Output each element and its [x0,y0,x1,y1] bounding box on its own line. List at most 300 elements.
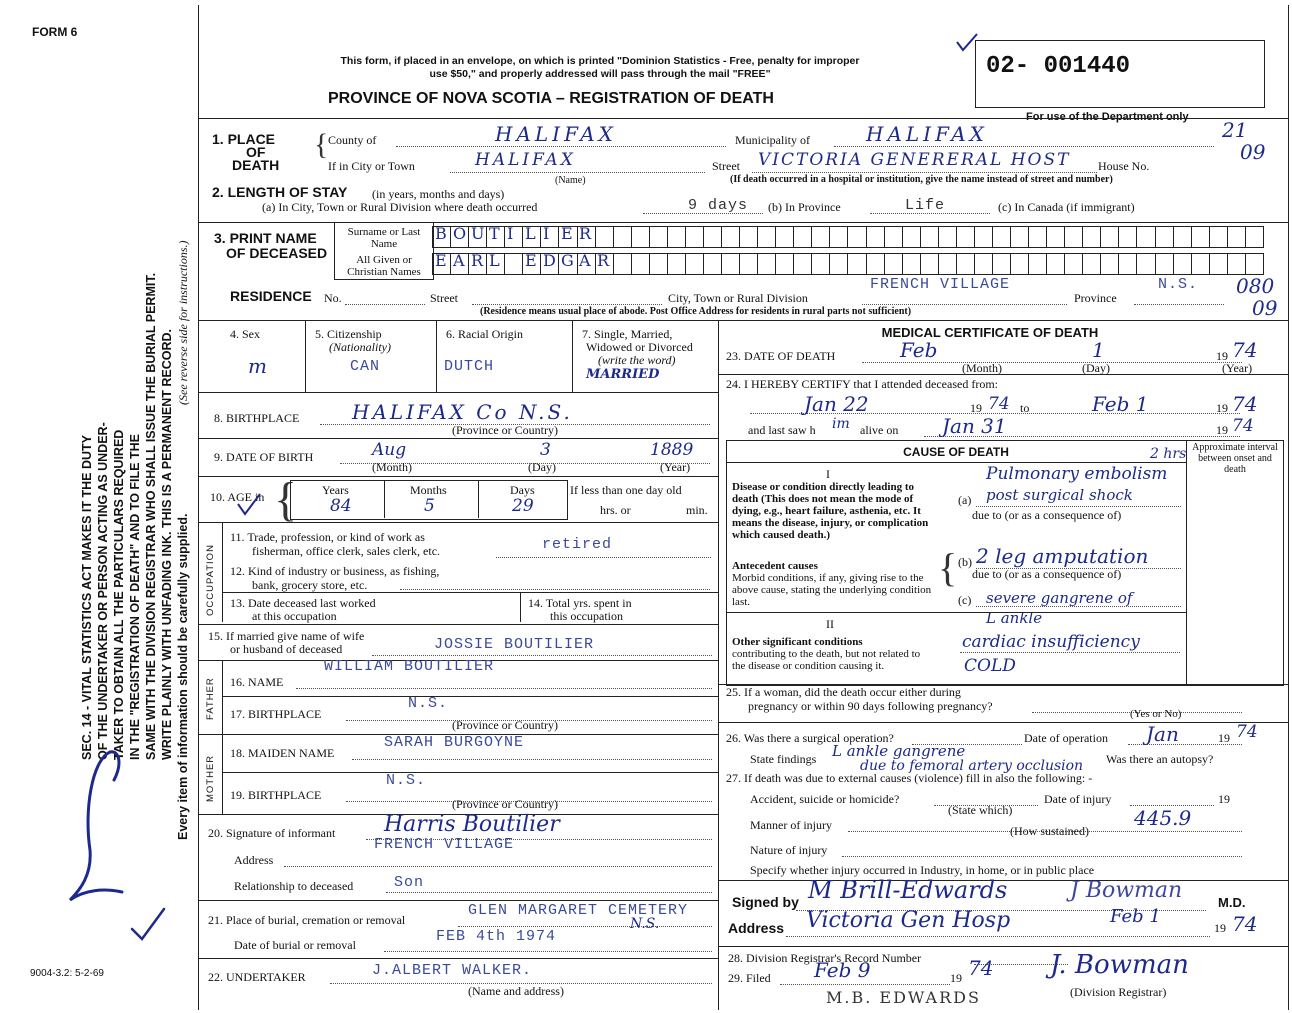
name-cell [1065,254,1083,274]
attended-to-label: to [1020,401,1030,415]
name-cell [505,254,523,274]
name-letter: R [597,251,610,270]
pregnancy-label-2: pregnancy or within 90 days following pregnancy? [748,699,993,713]
middle-divider [718,320,719,1010]
name-cell [740,227,758,247]
age-label: 10. AGE in [210,490,265,504]
racial-origin-value: DUTCH [444,358,495,375]
margin-initial-mark [62,740,142,920]
injury-year-prefix: 19 [1218,792,1230,806]
name-cell [957,227,975,247]
name-cell [1246,227,1263,247]
undertaker-note: (Name and address) [468,984,564,998]
trade-label-2: fisherman, office clerk, sales clerk, etc. [252,544,441,558]
due-to-label-1: due to (or as a consequence of) [972,508,1122,522]
name-cell [776,227,794,247]
total-years-label: 14. Total yrs. spent in [528,596,632,610]
due-to-label-2: due to (or as a consequence of) [972,567,1122,581]
residence-province-value: N.S. [1158,276,1199,293]
residence-label: RESIDENCE [230,288,312,304]
municipality-label: Municipality of [735,133,810,147]
age-days-label: Days [510,483,535,497]
row-line [198,392,718,393]
birth-day-note: (Day) [528,460,556,474]
industry-label: 12. Kind of industry or business, as fishing, [230,564,440,578]
last-saw-handwritten: im [832,416,850,432]
attended-from-year-prefix: 19 [970,401,982,415]
name-cell [758,254,776,274]
name-cell [1174,227,1192,247]
burial-place-value: GLEN MARGARET CEMETERY [468,902,689,919]
occupation-vertical-label: OCCUPATION [205,544,216,616]
sex-value: m [248,354,267,378]
print-name-label: 3. PRINT NAME [214,230,317,246]
name-cell [596,227,614,247]
informant-address-value: FRENCH VILLAGE [374,836,515,853]
registration-number: 02- 001440 [986,53,1131,80]
dotted-line [1134,304,1224,305]
father-name-value: WILLIAM BOUTILIER [324,658,495,675]
name-letter: U [471,224,485,243]
postal-note-line-1: This form, if placed in an envelope, on which is printed "Dominion Statistics - Free, penalty for improper [340,55,860,67]
death-day-value: 1 [1092,338,1105,362]
house-number-label: House No. [1098,159,1150,173]
name-cell [939,227,957,247]
pregnancy-label: 25. If a woman, did the death occur either during [726,685,961,699]
birthplace-value: HALIFAX Co N.S. [352,400,573,424]
spouse-label: 15. If married give name of wife [208,629,365,643]
antecedent-text: Morbid conditions, if any, giving rise to the above cause, stating the underlying condition last. [732,572,932,608]
spouse-label-2: or husband of deceased [230,642,343,656]
brace: { [938,545,958,590]
name-cell [1228,227,1246,247]
death-month-note: (Month) [962,361,1002,375]
how-sustained-note: (How sustained) [1010,824,1089,838]
birth-month-note: (Month) [372,460,412,474]
name-cell [1246,254,1263,274]
name-cell [758,227,776,247]
row-line [198,320,1288,321]
dotted-line [345,304,425,305]
trade-label: 11. Trade, profession, or kind of work as [230,530,425,544]
attended-to-year-prefix: 19 [1216,401,1228,415]
other-condition-2: COLD [964,656,1016,676]
hospital-note: (If death occurred in a hospital or institution, give the name instead of street and number) [730,174,1113,185]
registrar-note: (Division Registrar) [1070,985,1167,999]
dotted-line [862,362,1242,363]
state-which-note: (State which) [948,803,1013,817]
dotted-line [296,688,712,689]
attendance-label: 24. I HEREBY CERTIFY that I attended deceased from: [726,377,998,391]
stay-canada-label: (c) In Canada (if immigrant) [998,200,1135,214]
sidebar-reverse-note: (See reverse side for instructions.) [176,240,190,405]
residence-city-label: City, Town or Rural Division [668,291,808,305]
row-line [198,958,718,959]
filed-year: 74 [968,956,994,980]
date-of-death-label: 23. DATE OF DEATH [726,349,836,363]
place-of-death-label-3: DEATH [232,157,280,173]
filed-year-prefix: 19 [950,971,962,985]
dotted-line [458,926,712,927]
death-day-note: (Day) [1082,361,1110,375]
name-cell [1047,227,1065,247]
citizenship-value: CAN [350,358,381,375]
name-cell [812,227,830,247]
name-cell [650,254,668,274]
name-cell [650,227,668,247]
name-cell [921,227,939,247]
name-letter: R [471,251,484,270]
burial-date-label: Date of burial or removal [234,938,356,952]
informant-address-label: Address [234,853,274,867]
sidebar-line-2: OF THE UNDERTAKER OR PERSON ACTING AS UNDER- [96,422,110,760]
father-vertical-label: FATHER [205,677,216,720]
disease-label: Disease or condition directly leading to death (This does not mean the mode of dying, e.g., heart failure, asthenia, etc. It means the disease, injury, or complication which caused death.) [732,481,929,541]
row-line [222,696,718,697]
marital-status-label-3: (write the word) [598,353,676,367]
residence-number-label: No. [324,291,342,305]
operation-year-value: 74 [1236,722,1258,742]
age-months-label: Months [410,483,447,497]
name-cell [1083,227,1101,247]
name-letter: I [507,224,514,243]
last-worked-label-2: at this occupation [252,609,337,623]
name-cell [1029,254,1047,274]
col-line [478,480,479,518]
alive-year: 74 [1232,416,1254,436]
row-line [718,374,1288,375]
other-conditions-text: contributing to the death, but not related to the disease or condition causing it. [732,648,921,672]
surname-cells [432,226,1264,248]
last-saw-label: and last saw h [748,423,816,437]
dotted-line [842,856,1242,857]
age-months-value: 5 [424,496,435,516]
citizenship-label: 5. Citizenship [315,327,382,341]
name-cell [1119,254,1137,274]
name-cell [975,227,993,247]
minutes-label: min. [686,503,708,517]
name-cell [794,254,812,274]
dotted-line [386,892,712,893]
dotted-line [976,506,1181,507]
less-than-day-label: If less than one day old [570,483,682,497]
name-cell [830,227,848,247]
industry-label-2: bank, grocery store, etc. [252,578,368,592]
name-letter: R [579,224,592,243]
name-letter: D [543,251,556,270]
name-cell [1192,254,1210,274]
name-cell [794,227,812,247]
informant-signature-label: 20. Signature of informant [208,826,336,840]
row-line [198,522,718,523]
citizenship-label-2: (Nationality) [329,340,391,354]
sidebar-line-5: SAME WITH THE DIVISION REGISTRAR WHO SHALL ISSUE THE BURIAL PERMIT. [144,272,158,760]
stay-province-label: (b) In Province [768,200,841,214]
autopsy-label: Was there an autopsy? [1106,752,1214,766]
margin-code-b1: 080 [1236,274,1275,298]
name-cell [1156,254,1174,274]
name-cell [1137,227,1155,247]
name-cell [1156,227,1174,247]
print-name-label-2: OF DECEASED [226,245,328,261]
sidebar-bottom-note: Every item of information should be carefully supplied. [176,513,190,840]
dotted-line [384,951,712,952]
physician-address-label: Address [728,920,785,936]
signature-overlay: J Bowman [1070,878,1183,903]
name-cell [1101,227,1119,247]
name-letter: A [579,251,591,270]
dotted-line [372,655,712,656]
name-cell [993,254,1011,274]
birth-year-value: 1889 [650,440,694,460]
name-letter: L [489,251,500,270]
cause-a-value: post surgical shock [986,486,1133,504]
findings-value-2: due to femoral artery occlusion [860,758,1084,774]
dotted-line [284,866,712,867]
alive-on-label: alive on [860,423,899,437]
residence-city-value: FRENCH VILLAGE [870,276,1011,293]
sidebar-line-6: WRITE PLAINLY WITH UNFADING INK. THIS IS A PERMANENT RECORD. [160,328,174,760]
father-col-line [222,660,223,734]
right-frame-line [1288,5,1289,1010]
street-value: VICTORIA GENERERAL HOST [758,150,1071,170]
birth-day-value: 3 [540,440,551,460]
birth-year-note: (Year) [660,460,691,474]
cause-b-value: 2 leg amputation [976,544,1149,568]
name-letter: I [543,224,550,243]
name-cell [1119,227,1137,247]
row-line [222,592,718,593]
name-cell [830,254,848,274]
name-cell [1192,227,1210,247]
dotted-line [496,557,711,558]
manner-of-injury-label: Manner of injury [750,818,832,832]
name-cell [722,227,740,247]
city-value: HALIFAX [475,150,576,170]
injury-date-label: Date of injury [1044,792,1112,806]
name-cell [668,227,686,247]
father-birthplace-label: 17. BIRTHPLACE [230,707,322,721]
attended-from-value: Jan 22 [804,392,869,416]
birthplace-label: 8. BIRTHPLACE [214,411,300,425]
findings-value-1: L ankle gangrene [832,742,966,760]
cause-a-label: (a) [958,493,972,507]
name-cell [1065,227,1083,247]
dotted-line [752,172,1097,173]
brace: { [314,128,329,161]
margin-check-mark [128,905,168,945]
margin-code-a2: 09 [1240,140,1266,164]
dotted-line [862,304,1067,305]
external-causes-label: 27. If death was due to external causes (violence) fill in also the following: - [726,771,1093,785]
dotted-line [396,146,726,147]
md-label: M.D. [1218,895,1246,910]
name-cell [668,254,686,274]
postal-note-line-2: use $50," and properly addressed will pass through the mail "FREE" [429,68,771,80]
age-days-value: 29 [512,496,534,516]
signed-year-prefix: 19 [1214,921,1226,935]
mother-maiden-name-value: SARAH BURGOYNE [384,734,525,751]
dept-use-label: For use of the Department only [1026,111,1189,123]
row-line [726,462,1186,463]
relationship-label: Relationship to deceased [234,879,354,893]
death-year-prefix: 19 [1216,349,1228,363]
manner-code: 445.9 [1134,806,1192,830]
dotted-line [400,589,710,590]
undertaker-label: 22. UNDERTAKER [208,970,306,984]
other-conditions-label: Other significant conditions [732,636,863,648]
mother-birthplace-value: N.S. [386,772,427,789]
name-cell [885,227,903,247]
name-cell [704,254,722,274]
given-names-cells [432,253,1264,275]
physician-signature: M Brill-Edwards [808,876,1008,904]
surname-label: Surname or Last Name [347,226,421,250]
dotted-line [472,304,662,305]
date-of-birth-label: 9. DATE OF BIRTH [214,450,314,464]
name-cell [867,227,885,247]
name-cell [686,227,704,247]
name-label-box [334,222,434,280]
name-cell [1011,227,1029,247]
name-cell [903,254,921,274]
burial-place-handwritten: N.S. [630,916,660,932]
margin-code-b2: 09 [1252,296,1278,320]
undertaker-value: J.ALBERT WALKER. [372,962,533,979]
name-cell [1047,254,1065,274]
cause-a-top-value: Pulmonary embolism [986,464,1168,484]
place-of-death-label-2: OF [246,144,266,160]
cause-part-2: II [826,617,834,631]
mother-birthplace-label: 19. BIRTHPLACE [230,788,322,802]
medical-certificate-title: MEDICAL CERTIFICATE OF DEATH [881,325,1099,340]
dotted-line [450,172,705,173]
trade-value: retired [542,536,613,553]
dotted-line [834,146,1214,147]
alive-year-prefix: 19 [1216,423,1228,437]
name-cell [1174,254,1192,274]
age-check-mark [236,492,262,518]
mother-maiden-name-label: 18. MAIDEN NAME [230,746,335,760]
cause-of-death-title: CAUSE OF DEATH [903,445,1009,459]
name-cell [812,254,830,274]
occupation-col-line [222,522,223,622]
cause-part-1: I [826,467,830,481]
dotted-line [352,759,712,760]
interval-label: Approximate interval between onset and death [1192,442,1278,475]
name-letter: A [453,251,465,270]
operation-date-label: Date of operation [1024,731,1108,745]
burial-place-label: 21. Place of burial, cremation or removal [208,913,406,927]
antecedent-label: Antecedent causes [732,560,818,572]
father-birthplace-value: N.S. [408,695,449,712]
residence-note: (Residence means usual place of abode. Post Office Address for residents in rural parts not sufficient) [480,306,912,317]
form-code: 9004-3.2: 5-2-69 [30,968,104,979]
name-cell [903,227,921,247]
dotted-line [780,984,950,985]
name-cell [614,254,632,274]
operation-year-prefix: 19 [1218,731,1230,745]
attended-to-value: Feb 1 [1092,392,1149,416]
col-line [520,592,521,622]
death-year-value: 74 [1232,338,1258,362]
name-cell [740,254,758,274]
accident-label: Accident, suicide or homicide? [750,792,900,806]
signed-year: 74 [1232,912,1258,936]
death-month-value: Feb [900,338,938,362]
length-of-stay-label: 2. LENGTH OF STAY [212,184,348,200]
cause-b-label: (b) [958,555,972,569]
row-line [198,900,718,901]
name-letter: B [435,224,447,243]
name-cell [1011,254,1029,274]
signed-date: Feb 1 [1110,906,1161,927]
name-cell [867,254,885,274]
marital-status-value: MARRIED [586,367,660,382]
stay-city-value: 9 days [688,197,749,214]
mother-birthplace-note: (Province or Country) [452,797,558,811]
father-name-label: 16. NAME [230,675,284,689]
name-letter: G [561,251,574,270]
name-cell [632,227,650,247]
margin-code-a1: 21 [1222,118,1248,142]
col-line [305,320,306,392]
pregnancy-note: (Yes or No) [1130,708,1182,720]
name-cell [704,227,722,247]
attended-from-year: 74 [988,394,1010,414]
city-label: If in City or Town [328,159,415,173]
row-line [718,946,1288,947]
registration-number-box [975,40,1265,108]
brace: { [274,473,298,526]
name-cell [975,254,993,274]
surgical-operation-label: 26. Was there a surgical operation? [726,731,894,745]
filed-label: 29. Filed [728,971,771,985]
filed-date: Feb 9 [814,958,871,982]
name-cell [939,254,957,274]
age-years-value: 84 [330,496,352,516]
left-frame-line [198,5,199,1010]
total-years-label-2: this occupation [550,609,623,623]
name-cell [993,227,1011,247]
name-cell [614,227,632,247]
name-cell [1083,254,1101,274]
place-of-death-label: 1. PLACE [212,131,276,147]
name-cell [1101,254,1119,274]
col-line [384,480,385,518]
county-label: County of [328,133,377,147]
form-label: FORM 6 [32,25,78,39]
name-cell [776,254,794,274]
name-cell [722,254,740,274]
row-line [222,772,718,773]
other-condition-1: cardiac insufficiency [962,632,1140,652]
physician-address: Victoria Gen Hosp [806,908,1011,933]
marital-status-label: 7. Single, Married, [582,327,673,341]
name-cell [885,254,903,274]
residence-province-label: Province [1074,291,1117,305]
age-years-label: Years [322,483,349,497]
row-line [726,612,1186,613]
row-line [718,722,1288,723]
signed-by-label: Signed by [732,894,799,910]
name-letter: T [489,224,500,243]
interval-col-line [1186,440,1187,684]
relationship-value: Son [394,874,425,891]
cause-c-value: severe gangrene of L ankle [986,589,1133,627]
dotted-line [786,936,1210,937]
name-cell [921,254,939,274]
